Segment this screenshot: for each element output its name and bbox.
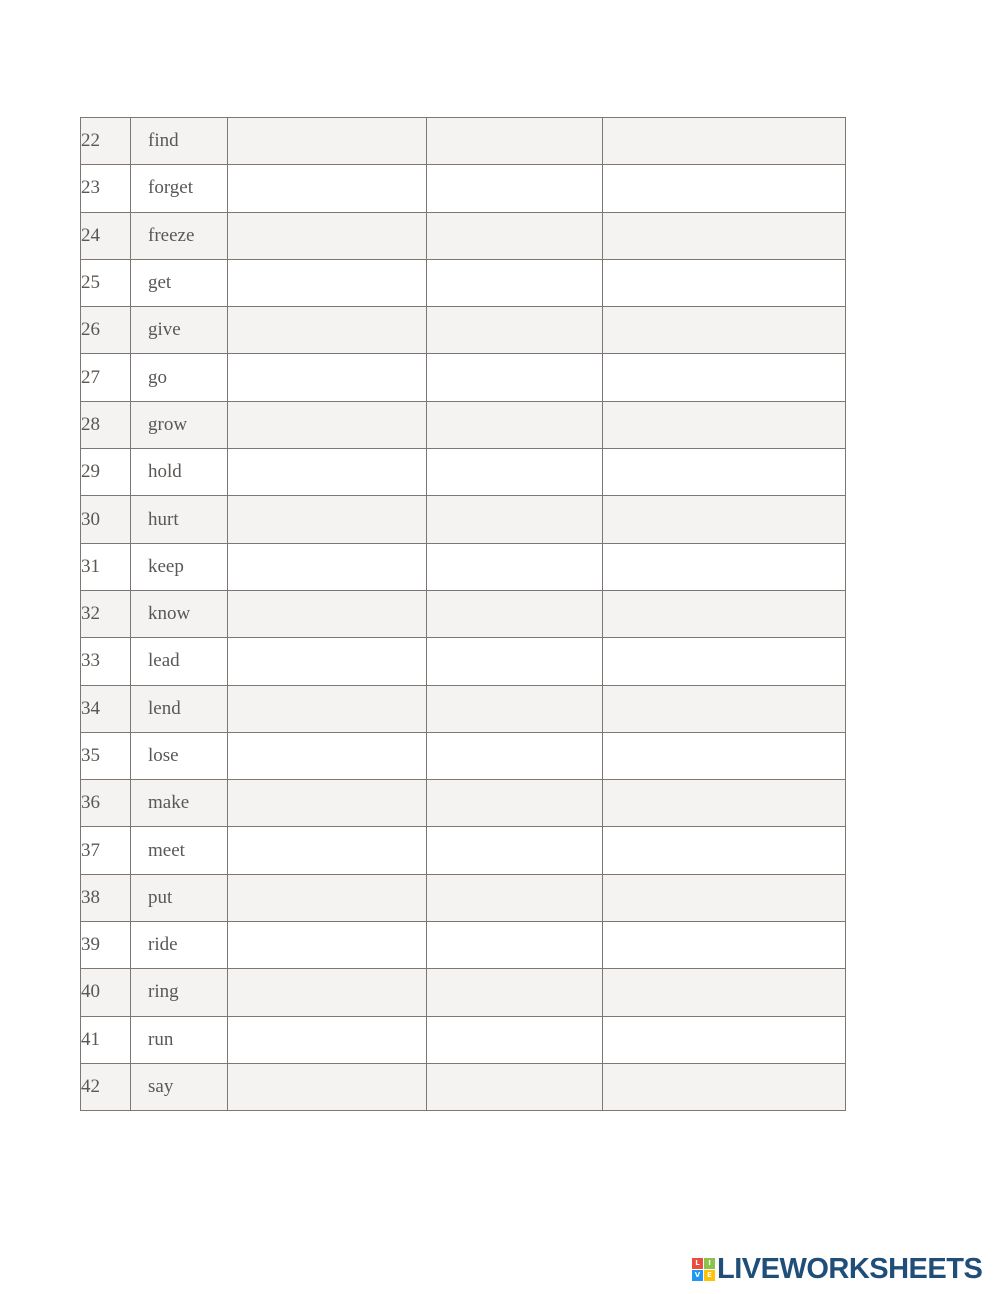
answer-input-3[interactable] bbox=[603, 874, 849, 922]
answer-cell-3 bbox=[603, 165, 846, 212]
logo-square: I bbox=[704, 1258, 715, 1269]
answer-cell-3 bbox=[603, 354, 846, 401]
answer-cell-2 bbox=[427, 354, 603, 401]
answer-cell-1 bbox=[228, 1016, 427, 1063]
answer-input-2[interactable] bbox=[427, 1063, 606, 1111]
answer-input-1[interactable] bbox=[228, 826, 430, 874]
answer-input-3[interactable] bbox=[603, 212, 849, 260]
row-number: 30 bbox=[81, 496, 131, 543]
answer-cell-3 bbox=[603, 874, 846, 921]
logo-square: V bbox=[692, 1270, 703, 1281]
answer-cell-1 bbox=[228, 827, 427, 874]
answer-cell-1 bbox=[228, 590, 427, 637]
row-number: 32 bbox=[81, 590, 131, 637]
table-row bbox=[81, 307, 846, 354]
answer-input-3[interactable] bbox=[603, 637, 849, 685]
answer-cell-3 bbox=[603, 212, 846, 259]
answer-cell-3 bbox=[603, 590, 846, 637]
answer-cell-3 bbox=[603, 496, 846, 543]
answer-input-3[interactable] bbox=[603, 353, 849, 401]
table-row bbox=[81, 118, 846, 165]
row-number: 42 bbox=[81, 1063, 131, 1110]
answer-cell-2 bbox=[427, 780, 603, 827]
answer-cell-1 bbox=[228, 685, 427, 732]
answer-input-2[interactable] bbox=[427, 401, 606, 449]
answer-input-2[interactable] bbox=[427, 306, 606, 354]
answer-cell-3 bbox=[603, 969, 846, 1016]
base-verb: get bbox=[131, 259, 228, 306]
table-row bbox=[81, 732, 846, 779]
answer-input-2[interactable] bbox=[427, 495, 606, 543]
row-number: 27 bbox=[81, 354, 131, 401]
answer-cell-2 bbox=[427, 827, 603, 874]
base-verb: keep bbox=[131, 543, 228, 590]
answer-input-2[interactable] bbox=[427, 968, 606, 1016]
answer-input-1[interactable] bbox=[228, 1016, 430, 1064]
answer-cell-3 bbox=[603, 307, 846, 354]
answer-cell-2 bbox=[427, 307, 603, 354]
base-verb: lose bbox=[131, 732, 228, 779]
base-verb: put bbox=[131, 874, 228, 921]
answer-cell-1 bbox=[228, 543, 427, 590]
answer-cell-2 bbox=[427, 165, 603, 212]
answer-input-2[interactable] bbox=[427, 637, 606, 685]
answer-input-2[interactable] bbox=[427, 779, 606, 827]
answer-input-3[interactable] bbox=[603, 401, 849, 449]
row-number: 23 bbox=[81, 165, 131, 212]
answer-cell-2 bbox=[427, 259, 603, 306]
answer-cell-3 bbox=[603, 780, 846, 827]
base-verb: give bbox=[131, 307, 228, 354]
answer-cell-2 bbox=[427, 496, 603, 543]
row-number: 39 bbox=[81, 922, 131, 969]
answer-input-2[interactable] bbox=[427, 353, 606, 401]
answer-input-1[interactable] bbox=[228, 259, 430, 307]
answer-input-3[interactable] bbox=[603, 685, 849, 733]
answer-cell-1 bbox=[228, 1063, 427, 1110]
answer-input-2[interactable] bbox=[427, 259, 606, 307]
answer-input-1[interactable] bbox=[228, 543, 430, 591]
row-number: 38 bbox=[81, 874, 131, 921]
row-number: 40 bbox=[81, 969, 131, 1016]
answer-input-1[interactable] bbox=[228, 637, 430, 685]
answer-input-3[interactable] bbox=[603, 921, 849, 969]
answer-input-1[interactable] bbox=[228, 401, 430, 449]
answer-input-1[interactable] bbox=[228, 968, 430, 1016]
answer-cell-1 bbox=[228, 307, 427, 354]
answer-input-3[interactable] bbox=[603, 543, 849, 591]
row-number: 31 bbox=[81, 543, 131, 590]
answer-input-1[interactable] bbox=[228, 448, 430, 496]
logo-text: LIVEWORKSHEETS bbox=[717, 1253, 983, 1285]
table-row bbox=[81, 212, 846, 259]
answer-cell-2 bbox=[427, 1016, 603, 1063]
table-row bbox=[81, 354, 846, 401]
answer-cell-3 bbox=[603, 449, 846, 496]
verb-table bbox=[80, 117, 846, 1111]
answer-cell-3 bbox=[603, 732, 846, 779]
answer-input-2[interactable] bbox=[427, 164, 606, 212]
row-number: 22 bbox=[81, 118, 131, 165]
table-row bbox=[81, 780, 846, 827]
answer-input-2[interactable] bbox=[427, 117, 606, 165]
answer-input-1[interactable] bbox=[228, 874, 430, 922]
answer-input-3[interactable] bbox=[603, 164, 849, 212]
base-verb: go bbox=[131, 354, 228, 401]
answer-cell-3 bbox=[603, 401, 846, 448]
base-verb: hurt bbox=[131, 496, 228, 543]
base-verb: say bbox=[131, 1063, 228, 1110]
logo-square: E bbox=[704, 1270, 715, 1281]
answer-input-1[interactable] bbox=[228, 590, 430, 638]
answer-input-2[interactable] bbox=[427, 1016, 606, 1064]
answer-input-3[interactable] bbox=[603, 1063, 849, 1111]
base-verb: find bbox=[131, 118, 228, 165]
answer-input-2[interactable] bbox=[427, 732, 606, 780]
table-row bbox=[81, 496, 846, 543]
row-number: 24 bbox=[81, 212, 131, 259]
answer-input-3[interactable] bbox=[603, 732, 849, 780]
answer-input-2[interactable] bbox=[427, 921, 606, 969]
row-number: 26 bbox=[81, 307, 131, 354]
logo-square: L bbox=[692, 1258, 703, 1269]
answer-cell-3 bbox=[603, 259, 846, 306]
base-verb: run bbox=[131, 1016, 228, 1063]
answer-input-3[interactable] bbox=[603, 117, 849, 165]
table-row bbox=[81, 1016, 846, 1063]
table-row bbox=[81, 874, 846, 921]
table-row bbox=[81, 259, 846, 306]
answer-cell-2 bbox=[427, 969, 603, 1016]
answer-cell-2 bbox=[427, 874, 603, 921]
answer-input-1[interactable] bbox=[228, 164, 430, 212]
answer-cell-3 bbox=[603, 685, 846, 732]
answer-cell-3 bbox=[603, 638, 846, 685]
answer-cell-2 bbox=[427, 543, 603, 590]
answer-cell-2 bbox=[427, 212, 603, 259]
base-verb: meet bbox=[131, 827, 228, 874]
answer-cell-1 bbox=[228, 732, 427, 779]
answer-cell-3 bbox=[603, 118, 846, 165]
answer-cell-1 bbox=[228, 638, 427, 685]
answer-input-1[interactable] bbox=[228, 685, 430, 733]
answer-input-2[interactable] bbox=[427, 448, 606, 496]
answer-input-3[interactable] bbox=[603, 448, 849, 496]
answer-cell-3 bbox=[603, 1063, 846, 1110]
liveworksheets-logo bbox=[692, 1252, 982, 1286]
answer-input-3[interactable] bbox=[603, 306, 849, 354]
base-verb: ride bbox=[131, 922, 228, 969]
answer-cell-1 bbox=[228, 969, 427, 1016]
table-row bbox=[81, 827, 846, 874]
row-number: 29 bbox=[81, 449, 131, 496]
answer-input-1[interactable] bbox=[228, 117, 430, 165]
answer-cell-3 bbox=[603, 827, 846, 874]
answer-cell-1 bbox=[228, 165, 427, 212]
answer-input-1[interactable] bbox=[228, 495, 430, 543]
row-number: 36 bbox=[81, 780, 131, 827]
answer-cell-3 bbox=[603, 1016, 846, 1063]
answer-input-1[interactable] bbox=[228, 921, 430, 969]
answer-cell-2 bbox=[427, 590, 603, 637]
answer-input-1[interactable] bbox=[228, 1063, 430, 1111]
base-verb: lend bbox=[131, 685, 228, 732]
answer-input-3[interactable] bbox=[603, 968, 849, 1016]
base-verb: know bbox=[131, 590, 228, 637]
answer-input-2[interactable] bbox=[427, 212, 606, 260]
answer-cell-1 bbox=[228, 401, 427, 448]
answer-input-3[interactable] bbox=[603, 495, 849, 543]
answer-input-3[interactable] bbox=[603, 590, 849, 638]
table-row bbox=[81, 449, 846, 496]
answer-cell-1 bbox=[228, 449, 427, 496]
answer-cell-3 bbox=[603, 922, 846, 969]
table-row bbox=[81, 922, 846, 969]
answer-cell-1 bbox=[228, 922, 427, 969]
answer-cell-2 bbox=[427, 638, 603, 685]
row-number: 34 bbox=[81, 685, 131, 732]
answer-input-2[interactable] bbox=[427, 543, 606, 591]
answer-cell-1 bbox=[228, 212, 427, 259]
answer-cell-1 bbox=[228, 259, 427, 306]
row-number: 25 bbox=[81, 259, 131, 306]
answer-input-2[interactable] bbox=[427, 685, 606, 733]
answer-input-1[interactable] bbox=[228, 779, 430, 827]
answer-cell-1 bbox=[228, 354, 427, 401]
answer-input-1[interactable] bbox=[228, 212, 430, 260]
answer-input-1[interactable] bbox=[228, 732, 430, 780]
logo-squares-icon bbox=[692, 1258, 715, 1281]
verb-table-body bbox=[81, 118, 846, 1111]
table-row bbox=[81, 401, 846, 448]
row-number: 35 bbox=[81, 732, 131, 779]
row-number: 28 bbox=[81, 401, 131, 448]
answer-cell-2 bbox=[427, 922, 603, 969]
answer-cell-1 bbox=[228, 780, 427, 827]
base-verb: make bbox=[131, 780, 228, 827]
answer-input-2[interactable] bbox=[427, 874, 606, 922]
row-number: 37 bbox=[81, 827, 131, 874]
answer-input-3[interactable] bbox=[603, 826, 849, 874]
answer-cell-2 bbox=[427, 449, 603, 496]
answer-cell-3 bbox=[603, 543, 846, 590]
row-number: 33 bbox=[81, 638, 131, 685]
base-verb: ring bbox=[131, 969, 228, 1016]
table-row bbox=[81, 969, 846, 1016]
answer-input-1[interactable] bbox=[228, 353, 430, 401]
table-row bbox=[81, 638, 846, 685]
answer-cell-1 bbox=[228, 118, 427, 165]
answer-input-3[interactable] bbox=[603, 1016, 849, 1064]
base-verb: forget bbox=[131, 165, 228, 212]
base-verb: hold bbox=[131, 449, 228, 496]
base-verb: lead bbox=[131, 638, 228, 685]
row-number: 41 bbox=[81, 1016, 131, 1063]
answer-cell-2 bbox=[427, 732, 603, 779]
answer-cell-2 bbox=[427, 118, 603, 165]
answer-input-3[interactable] bbox=[603, 259, 849, 307]
answer-cell-2 bbox=[427, 685, 603, 732]
answer-input-2[interactable] bbox=[427, 826, 606, 874]
answer-input-1[interactable] bbox=[228, 306, 430, 354]
answer-cell-2 bbox=[427, 401, 603, 448]
answer-cell-2 bbox=[427, 1063, 603, 1110]
base-verb: freeze bbox=[131, 212, 228, 259]
base-verb: grow bbox=[131, 401, 228, 448]
answer-cell-1 bbox=[228, 874, 427, 921]
table-row bbox=[81, 685, 846, 732]
answer-input-2[interactable] bbox=[427, 590, 606, 638]
table-row bbox=[81, 1063, 846, 1110]
table-row bbox=[81, 590, 846, 637]
table-row bbox=[81, 543, 846, 590]
answer-cell-1 bbox=[228, 496, 427, 543]
table-row bbox=[81, 165, 846, 212]
answer-input-3[interactable] bbox=[603, 779, 849, 827]
